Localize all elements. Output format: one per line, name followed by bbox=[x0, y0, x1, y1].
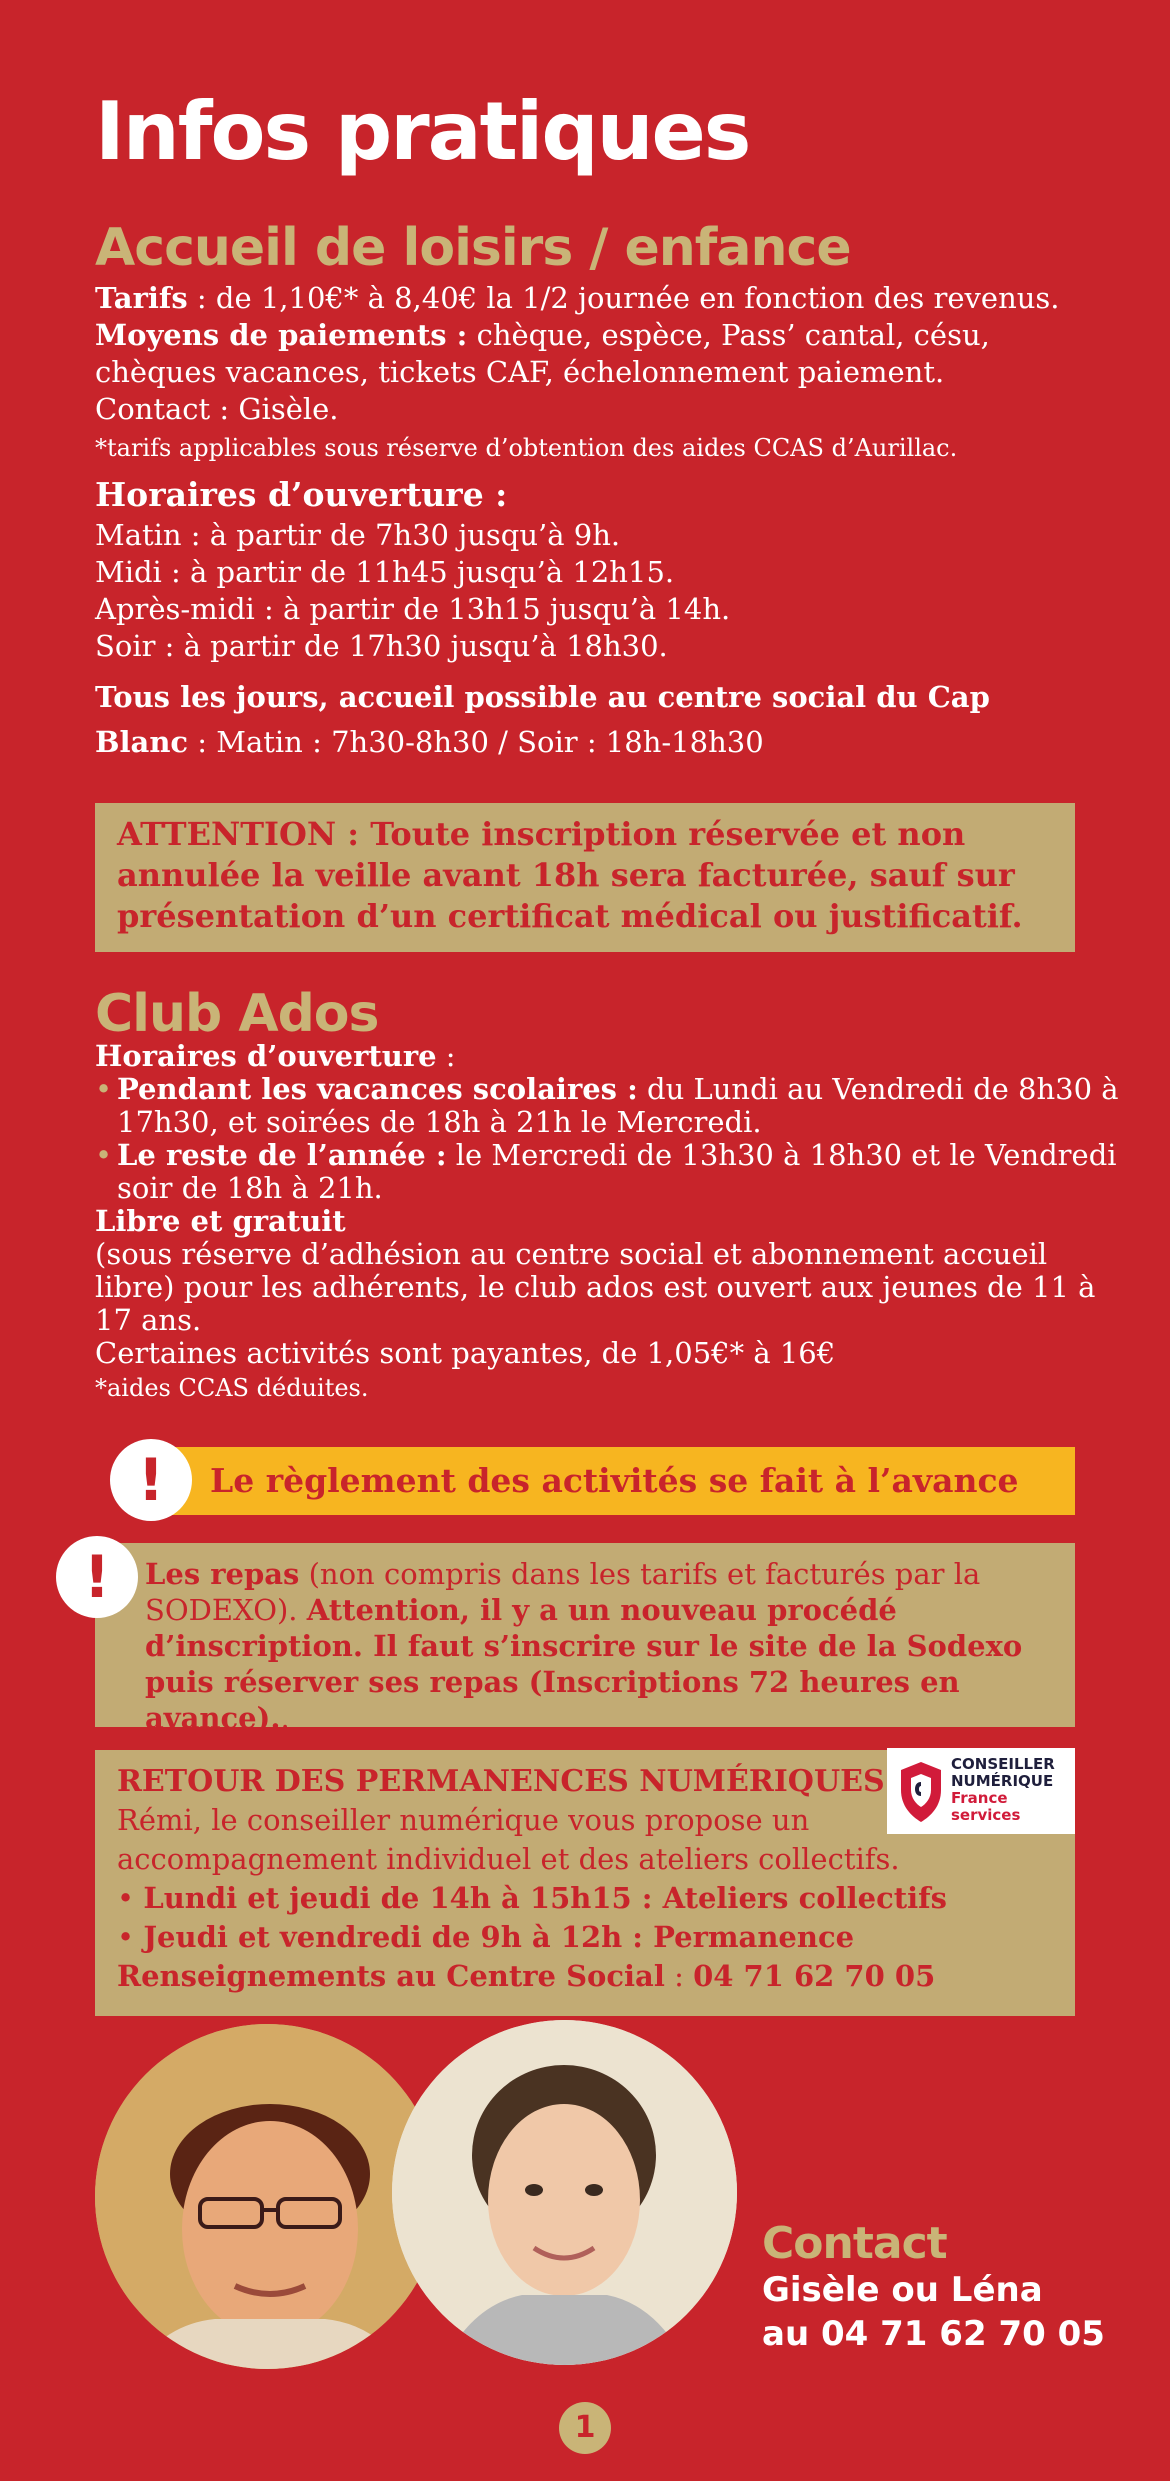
accueil-title: Accueil de loisirs / enfance bbox=[95, 218, 851, 278]
payantes-text: Certaines activités sont payantes, de 1,05€* à 16€ bbox=[95, 1336, 836, 1370]
contact-names: Gisèle ou Léna bbox=[762, 2270, 1043, 2310]
annee-text: le Mercredi de 13h30 à 18h30 et le Vendredi soir de 18h à 21h. bbox=[117, 1138, 1117, 1205]
portrait-lena bbox=[392, 2020, 737, 2365]
annee-label: Le reste de l’année : bbox=[117, 1138, 447, 1172]
page-number: 1 bbox=[559, 2402, 611, 2454]
numerique-intro: Rémi, le conseiller numérique vous propose un accompagnement individuel et des ateliers collectifs. bbox=[117, 1803, 900, 1876]
repas-label: Les repas bbox=[145, 1557, 300, 1591]
list-item bbox=[95, 1139, 1125, 1205]
club-horaires-colon: : bbox=[436, 1039, 456, 1073]
cap-blanc-text: : Matin : 7h30-8h30 / Soir : 18h-18h30 bbox=[188, 725, 764, 759]
aides-note: *aides CCAS déduites. bbox=[95, 1374, 369, 1402]
accueil-tarifs-block bbox=[95, 280, 1115, 465]
cap-blanc-bold-2: Blanc bbox=[95, 725, 189, 759]
libre-label: Libre et gratuit bbox=[95, 1204, 346, 1238]
repas-end: . bbox=[280, 1701, 290, 1735]
horaires-block bbox=[95, 475, 1115, 665]
exclamation-icon: ! bbox=[56, 1536, 138, 1618]
cap-blanc-block bbox=[95, 675, 1125, 765]
renseignements-sep: : bbox=[664, 1959, 694, 1993]
portrait-gisele bbox=[95, 2024, 440, 2369]
list-item bbox=[95, 1073, 1125, 1139]
repas-text: (non compris dans les tarifs et facturés par la SODEXO). bbox=[145, 1557, 981, 1627]
conseiller-numerique-logo-icon bbox=[897, 1760, 945, 1824]
vacances-text: du Lundi au Vendredi de 8h30 à 17h30, et soirées de 18h à 21h le Mercredi. bbox=[117, 1072, 1119, 1139]
paiements-label: Moyens de paiements : bbox=[95, 318, 468, 352]
exclamation-icon: ! bbox=[110, 1439, 192, 1521]
club-block bbox=[95, 1040, 1125, 1403]
horaire-item: Midi : à partir de 11h45 jusqu’à 12h15. bbox=[95, 555, 675, 589]
bullet: • bbox=[117, 1920, 135, 1954]
repas-bold: Attention, il y a un nouveau procédé d’inscription. Il faut s’inscrire sur le site de la Sodexo puis réserver ses repas (Inscriptions 72 heures en avance). bbox=[145, 1593, 1023, 1735]
numerique-item: Jeudi et vendredi de 9h à 12h : Permanence bbox=[143, 1920, 855, 1954]
numerique-item: Lundi et jeudi de 14h à 15h15 : Ateliers collectifs bbox=[143, 1881, 947, 1915]
portrait-woman-icon bbox=[392, 2020, 737, 2365]
vacances-label: Pendant les vacances scolaires : bbox=[117, 1072, 638, 1106]
repas-box bbox=[95, 1543, 1075, 1735]
cap-blanc-bold: Tous les jours, accueil possible au centre social du Cap bbox=[95, 680, 990, 714]
renseignements-phone: 04 71 62 70 05 bbox=[693, 1959, 936, 1993]
libre-text: (sous réserve d’adhésion au centre social et abonnement accueil libre) pour les adhérents, le club ados est ouvert aux jeunes de 11 à 17 ans. bbox=[95, 1237, 1096, 1337]
contact-title: Contact bbox=[762, 2218, 947, 2269]
badge-text bbox=[951, 1756, 1071, 1824]
reglement-banner: Le règlement des activités se fait à l’avance bbox=[140, 1447, 1075, 1515]
page-title: Infos pratiques bbox=[95, 85, 750, 178]
paiements-text: chèque, espèce, Pass’ cantal, césu, chèques vacances, tickets CAF, échelonnement paiement. bbox=[95, 318, 990, 389]
club-horaires-label: Horaires d’ouverture bbox=[95, 1039, 437, 1073]
attention-box: ATTENTION : Toute inscription réservée et non annulée la veille avant 18h sera facturée, sauf sur présentation d’un certificat médical ou justificatif. bbox=[95, 803, 1075, 952]
accueil-note: *tarifs applicables sous réserve d’obtention des aides CCAS d’Aurillac. bbox=[95, 434, 958, 462]
renseignements-label: Renseignements au Centre Social bbox=[117, 1959, 665, 1993]
badge-line: France bbox=[951, 1789, 1008, 1807]
bullet: • bbox=[117, 1881, 135, 1915]
horaire-item: Soir : à partir de 17h30 jusqu’à 18h30. bbox=[95, 629, 668, 663]
badge-line: NUMÉRIQUE bbox=[951, 1772, 1054, 1790]
horaires-title: Horaires d’ouverture : bbox=[95, 475, 508, 514]
club-title: Club Ados bbox=[95, 984, 379, 1044]
badge-line: services bbox=[951, 1806, 1021, 1824]
numerique-title: RETOUR DES PERMANENCES NUMÉRIQUES bbox=[117, 1764, 885, 1799]
badge-line: CONSEILLER bbox=[951, 1755, 1055, 1773]
contact-phone: au 04 71 62 70 05 bbox=[762, 2314, 1105, 2354]
accueil-contact: Contact : Gisèle. bbox=[95, 392, 339, 426]
horaire-item: Après-midi : à partir de 13h15 jusqu’à 14h. bbox=[95, 592, 731, 626]
portrait-woman-icon bbox=[95, 2024, 440, 2369]
horaire-item: Matin : à partir de 7h30 jusqu’à 9h. bbox=[95, 518, 621, 552]
tarifs-label: Tarifs bbox=[95, 281, 188, 315]
conseiller-numerique-badge bbox=[887, 1748, 1075, 1834]
tarifs-text: : de 1,10€* à 8,40€ la 1/2 journée en fonction des revenus. bbox=[187, 281, 1060, 315]
